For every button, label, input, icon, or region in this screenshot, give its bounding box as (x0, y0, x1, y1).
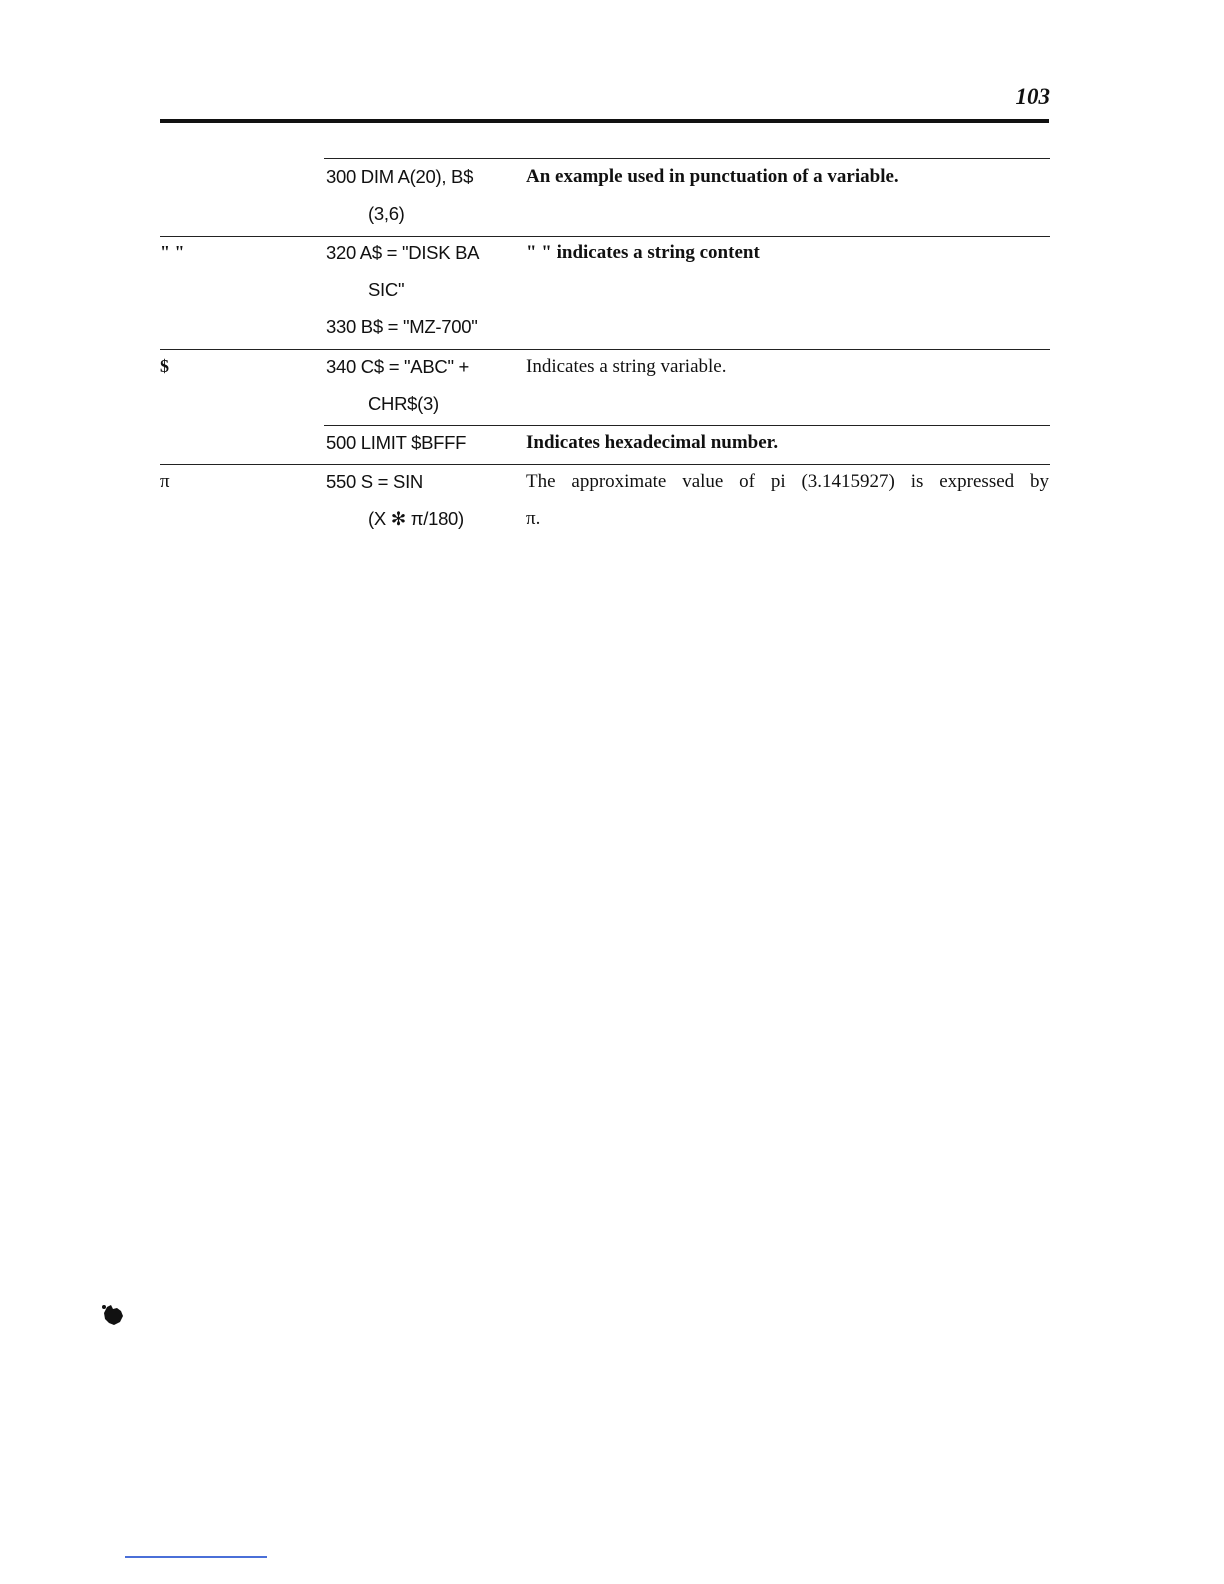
header-rule (160, 119, 1049, 123)
code-line: (X ✻ π/180) (368, 508, 464, 529)
description-text: An example used in punctuation of a variable. (526, 166, 899, 187)
description-text: " " indicates a string content (526, 242, 760, 263)
symbol-cell: π (160, 471, 170, 492)
ink-blot-icon (101, 1303, 127, 1327)
code-line: (3,6) (368, 203, 405, 224)
code-line: 500 LIMIT $BFFF (326, 432, 467, 453)
description-text: Indicates a string variable. (526, 356, 727, 377)
symbol-cell: " " (160, 242, 185, 262)
page-number: 103 (1015, 84, 1050, 109)
scan-artifact-line (125, 1556, 267, 1558)
description-text: The approximate value of pi (3.1415927) is expressed by (526, 471, 1049, 492)
description-text: π. (526, 508, 541, 529)
code-line: SIC" (368, 279, 405, 300)
code-line: 340 C$ = "ABC" + (326, 356, 470, 377)
symbol-cell: $ (160, 356, 169, 376)
code-line: 550 S = SIN (326, 471, 423, 492)
description-text: Indicates hexadecimal number. (526, 432, 779, 453)
table-top-rule (324, 158, 1050, 159)
code-line: 300 DIM A(20), B$ (326, 166, 474, 187)
row-divider (160, 236, 1050, 237)
code-line: 330 B$ = "MZ-700" (326, 316, 478, 337)
row-divider (160, 464, 1050, 465)
row-divider (324, 425, 1050, 426)
row-divider (160, 349, 1050, 350)
code-line: 320 A$ = "DISK BA (326, 242, 480, 263)
code-line: CHR$(3) (368, 393, 439, 414)
